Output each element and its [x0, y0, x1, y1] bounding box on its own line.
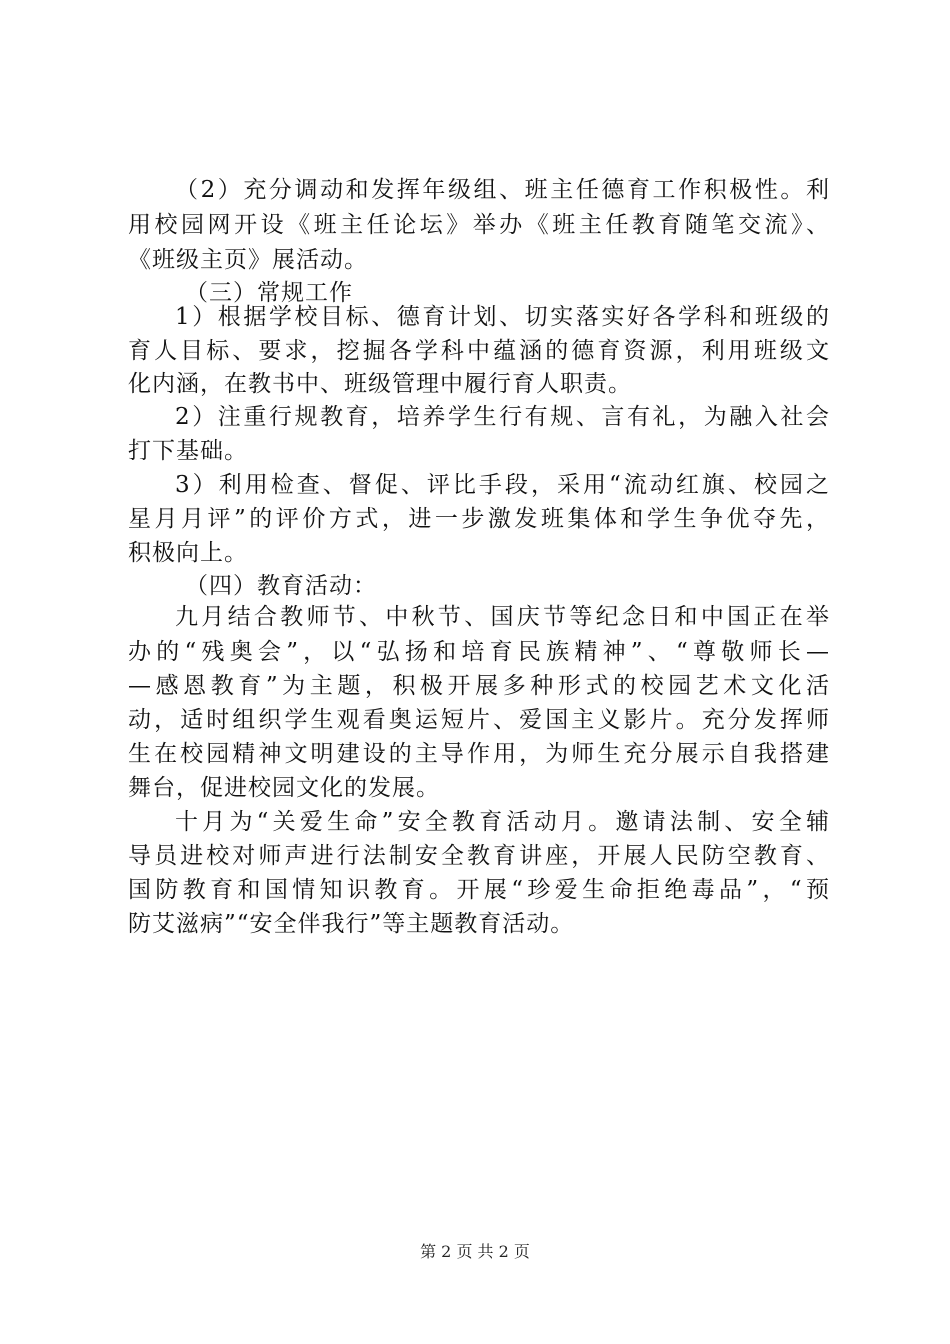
- paragraph-line: 2）注重行规教育，培养学生行有规、言有礼，为融入社会: [175, 404, 830, 430]
- paragraph-line: 办的“残奥会”，以“弘扬和培育民族精神”、“尊敬师长—: [128, 639, 830, 665]
- paragraph-line: —感恩教育”为主题，积极开展多种形式的校园艺术文化活: [128, 673, 830, 699]
- paragraph-line: 动，适时组织学生观看奥运短片、爱国主义影片。充分发挥师: [128, 707, 830, 733]
- paragraph-line: 3）利用检查、督促、评比手段，采用“流动红旗、校园之: [175, 472, 830, 498]
- paragraph-line: 生在校园精神文明建设的主导作用，为师生充分展示自我搭建: [128, 741, 830, 767]
- paragraph-line: 用校园网开设《班主任论坛》举办《班主任教育随笔交流》、: [128, 212, 830, 238]
- paragraph-line: （2）充分调动和发挥年级组、班主任德育工作积极性。利: [175, 177, 830, 203]
- paragraph-line: 防艾滋病”“安全伴我行”等主题教育活动。: [128, 911, 575, 937]
- paragraph-line: 星月月评”的评价方式，进一步激发班集体和学生争优夺先，: [128, 506, 830, 532]
- paragraph-line: 化内涵，在教书中、班级管理中履行育人职责。: [128, 371, 632, 397]
- page-footer: 第 2 页 共 2 页: [420, 1242, 530, 1261]
- paragraph-line: 九月结合教师节、中秋节、国庆节等纪念日和中国正在举: [175, 604, 830, 630]
- paragraph-line: 十月为“关爱生命”安全教育活动月。邀请法制、安全辅: [175, 809, 830, 835]
- paragraph-line: 国防教育和国情知识教育。开展“珍爱生命拒绝毒品”，“预: [128, 877, 830, 903]
- paragraph-line: 舞台，促进校园文化的发展。: [128, 775, 440, 801]
- paragraph-line: 导员进校对师声进行法制安全教育讲座，开展人民防空教育、: [128, 843, 830, 869]
- paragraph-line: 《班级主页》展活动。: [128, 247, 368, 273]
- paragraph-line: 1）根据学校目标、德育计划、切实落实好各学科和班级的: [175, 304, 830, 330]
- paragraph-line: 打下基础。: [128, 438, 248, 464]
- section-heading: （四）教育活动：: [185, 573, 377, 599]
- paragraph-line: 积极向上。: [128, 540, 248, 566]
- section-heading: （三）常规工作: [185, 280, 353, 306]
- paragraph-line: 育人目标、要求，挖掘各学科中蕴涵的德育资源，利用班级文: [128, 338, 830, 364]
